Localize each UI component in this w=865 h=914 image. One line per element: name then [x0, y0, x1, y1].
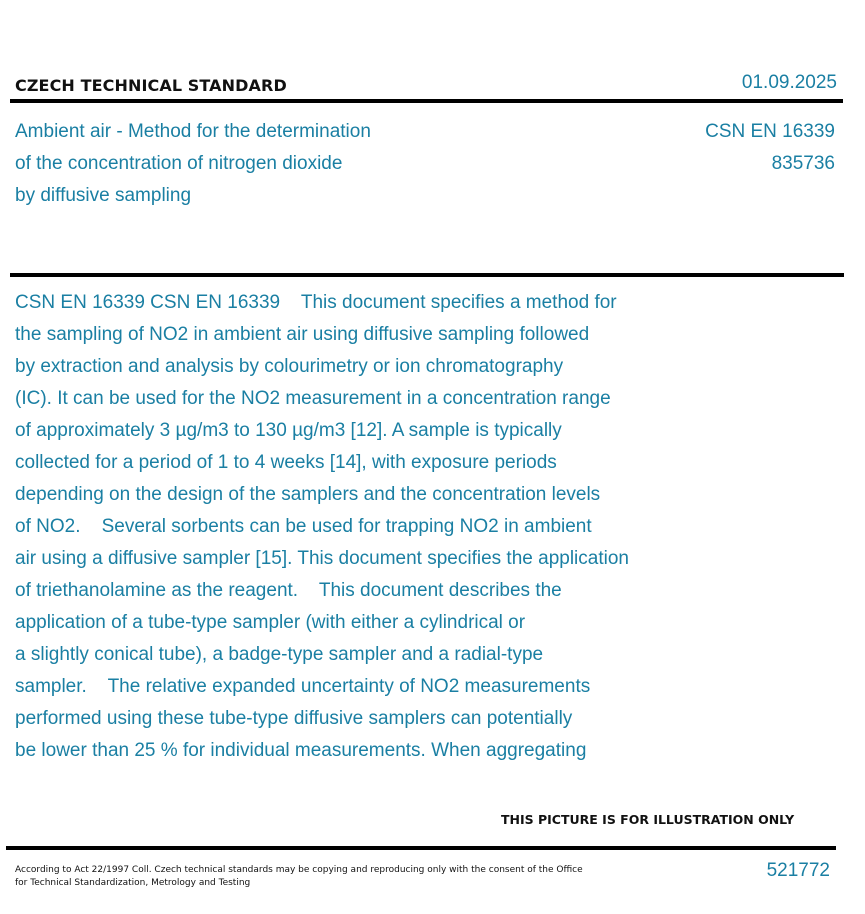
- illustration-disclaimer: THIS PICTURE IS FOR ILLUSTRATION ONLY: [501, 812, 795, 827]
- abstract-line: CSN EN 16339 CSN EN 16339 This document specifies a method for: [15, 292, 617, 313]
- header-divider: [10, 99, 843, 103]
- document-title: [15, 116, 371, 212]
- copyright-line: According to Act 22/1997 Coll. Czech technical standards may be copying and reproducing only with the consent of the Office: [15, 865, 583, 875]
- abstract-line: of NO2. Several sorbents can be used for trapping NO2 in ambient: [15, 516, 592, 537]
- footer-number: 521772: [766, 860, 830, 881]
- title-line: by diffusive sampling: [15, 185, 192, 206]
- copyright-note: [15, 864, 583, 890]
- abstract-line: by extraction and analysis by colourimetry or ion chromatography: [15, 356, 564, 377]
- copyright-line: for Technical Standardization, Metrology and Testing: [15, 878, 251, 888]
- abstract-line: air using a diffusive sampler [15]. This document specifies the application: [15, 548, 629, 569]
- abstract-line: collected for a period of 1 to 4 weeks [14], with exposure periods: [15, 452, 557, 473]
- standard-identifiers: [705, 116, 835, 180]
- standard-number: 835736: [771, 153, 835, 174]
- abstract-line: performed using these tube-type diffusive samplers can potentially: [15, 708, 573, 729]
- title-line: of the concentration of nitrogen dioxide: [15, 153, 343, 174]
- document-type-label: CZECH TECHNICAL STANDARD: [15, 76, 287, 95]
- abstract-line: application of a tube-type sampler (with either a cylindrical or: [15, 612, 526, 633]
- title-divider: [10, 273, 844, 277]
- abstract-line: (IC). It can be used for the NO2 measurement in a concentration range: [15, 388, 611, 409]
- footer-divider: [6, 846, 836, 850]
- abstract-text: [15, 287, 725, 767]
- abstract-line: of triethanolamine as the reagent. This document describes the: [15, 580, 562, 601]
- abstract-line: be lower than 25 % for individual measurements. When aggregating: [15, 740, 587, 761]
- standard-code: CSN EN 16339: [705, 121, 835, 142]
- publication-date: 01.09.2025: [741, 72, 837, 93]
- title-line: Ambient air - Method for the determination: [15, 121, 371, 142]
- abstract-line: a slightly conical tube), a badge-type sampler and a radial-type: [15, 644, 544, 665]
- abstract-line: depending on the design of the samplers and the concentration levels: [15, 484, 601, 505]
- abstract-line: the sampling of NO2 in ambient air using diffusive sampling followed: [15, 324, 590, 345]
- abstract-line: sampler. The relative expanded uncertainty of NO2 measurements: [15, 676, 591, 697]
- abstract-line: of approximately 3 µg/m3 to 130 µg/m3 [12]. A sample is typically: [15, 420, 562, 441]
